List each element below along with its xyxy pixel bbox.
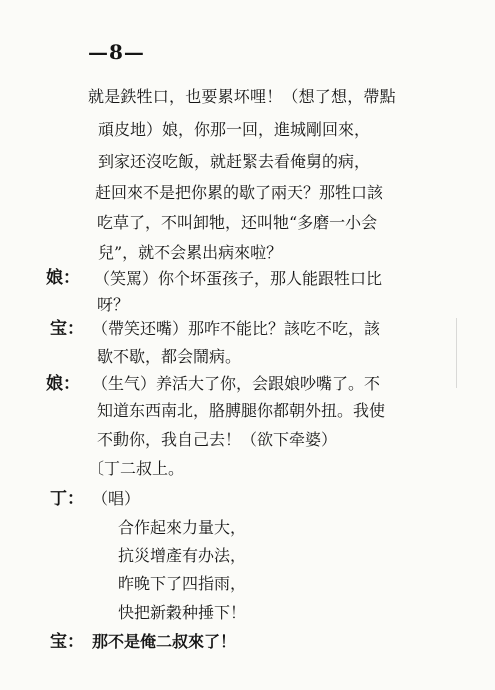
dialogue-line: 呀？ <box>97 295 130 314</box>
dialogue-line: （唱） <box>92 489 141 508</box>
text-line: 到家还沒吃飯，就赶緊去看俺舅的病， <box>98 152 371 171</box>
speaker-label: 娘： <box>46 268 80 288</box>
text-line: 赶回來不是把你累的歇了兩天？那牲口該 <box>95 183 384 202</box>
dialogue-line: 那不是俺二叔來了！ <box>92 632 237 651</box>
song-line: 快把新穀种捶下！ <box>118 603 247 622</box>
speaker-label: 娘： <box>46 374 80 394</box>
song-line: 合作起來力量大， <box>118 518 247 537</box>
text-line: 就是鉄牲口，也要累坏哩！（想了想，帶點 <box>88 87 396 106</box>
song-line: 抗災增產有办法， <box>118 546 247 565</box>
speaker-label: 丁： <box>50 489 84 509</box>
text-line: 吃草了，不叫卸牠，还叫牠“多磨一小会 <box>97 213 378 232</box>
text-line: 兒”，就不会累出病來啦？ <box>98 243 283 262</box>
page-number: —8— <box>88 40 145 64</box>
scan-edge-mark <box>456 318 457 388</box>
song-line: 昨晚下了四指雨， <box>118 574 247 593</box>
dialogue-line: （笑罵）你个坏蛋孩子，那人能跟牲口比 <box>94 269 383 288</box>
stage-direction: 〔丁二叔上。 <box>88 459 185 478</box>
dialogue-line: 知道东西南北，胳膊腿你都朝外扭。我使 <box>97 401 386 420</box>
speaker-label: 宝： <box>50 319 84 339</box>
dialogue-line: （生气）养活大了你，会跟娘吵嘴了。不 <box>92 374 381 393</box>
dialogue-line: （帶笑还嘴）那咋不能比？該吃不吃，該 <box>92 319 381 338</box>
speaker-label: 宝： <box>50 632 84 652</box>
dialogue-line: 歇不歇，都会鬧病。 <box>97 347 242 366</box>
text-line: 頑皮地）娘，你那一回，進城剛回來， <box>98 120 371 139</box>
dialogue-line: 不動你，我自己去！（欲下牵婆） <box>97 430 338 449</box>
